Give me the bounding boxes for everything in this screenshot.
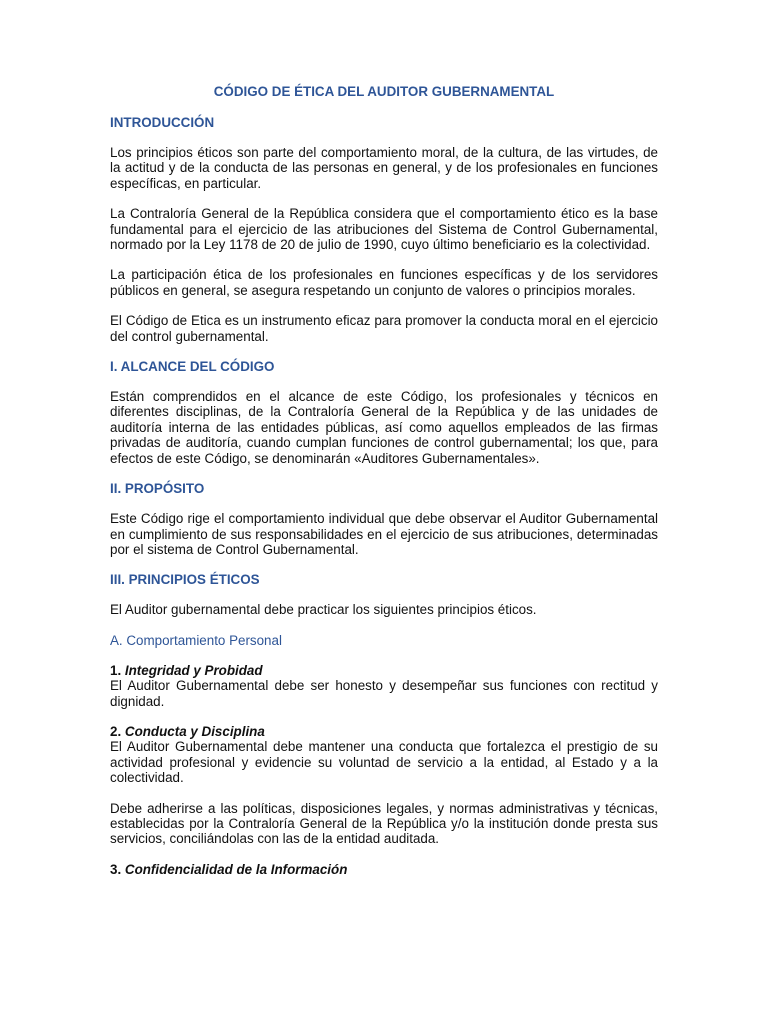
intro-paragraph-1: Los principios éticos son parte del comportamiento moral, de la cultura, de las virtudes, de la actitud y de la conducta de las personas en general, y de los profesionales en funciones específicas, en particular.	[110, 145, 658, 191]
item-number: 3.	[110, 861, 122, 877]
item-label: Integridad y Probidad	[124, 662, 263, 678]
item-title-2	[110, 724, 658, 739]
item-title-1	[110, 663, 658, 678]
intro-paragraph-3: La participación ética de los profesionales en funciones específicas y de los servidores públicos en general, se asegura respetando un conjunto de valores o principios morales.	[110, 267, 658, 298]
heading-proposito: II. PROPÓSITO	[110, 481, 205, 497]
item-2-paragraph-2: Debe adherirse a las políticas, disposiciones legales, y normas administrativas y técnicas, establecidas por la Contraloría General de la República y/o la institución donde presta sus servicios, conciliándolas con las de la entidad auditada.	[110, 800, 658, 847]
heading-principios: III. PRINCIPIOS ÉTICOS	[110, 572, 260, 588]
item-2-paragraph-1: El Auditor Gubernamental debe mantener una conducta que fortalezca el prestigio de su actividad profesional y evidencie su voluntad de servicio a la entidad, al Estado y a la colectividad.	[110, 739, 658, 786]
intro-paragraph-4: El Código de Etica es un instrumento eficaz para promover la conducta moral en el ejercicio del control gubernamental.	[110, 313, 658, 344]
subheading-comportamiento-personal: A. Comportamiento Personal	[110, 632, 282, 648]
alcance-paragraph: Están comprendidos en el alcance de este Código, los profesionales y técnicos en diferentes disciplinas, de la Contraloría General de la República y de las unidades de auditoría interna de las entidades públicas, así como aquellos empleados de las firmas privadas de auditoría, cuando cumplan funciones de control gubernamental; los que, para efectos de este Código, se denominarán «Auditores Gubernamentales».	[110, 389, 658, 466]
principios-paragraph: El Auditor gubernamental debe practicar los siguientes principios éticos.	[110, 602, 537, 618]
intro-paragraph-2: La Contraloría General de la República considera que el comportamiento ético es la base fundamental para el ejercicio de las atribuciones del Sistema de Control Gubernamental, normado por la Ley 1178 de 20 de julio de 1990, cuyo último beneficiario es la colectividad.	[110, 206, 658, 253]
item-label: Confidencialidad de la Información	[124, 861, 348, 877]
heading-alcance: I. ALCANCE DEL CÓDIGO	[110, 359, 275, 375]
item-number: 1.	[110, 662, 122, 678]
item-number: 2.	[110, 723, 122, 739]
item-1-paragraph-1: El Auditor Gubernamental debe ser honesto y desempeñar sus funciones con rectitud y dignidad.	[110, 678, 658, 709]
item-label: Conducta y Disciplina	[124, 723, 265, 739]
proposito-paragraph: Este Código rige el comportamiento individual que debe observar el Auditor Gubernamental en cumplimiento de sus responsabilidades en el ejercicio de sus atribuciones, determinadas por el sistema de Control Gubernamental.	[110, 511, 658, 557]
item-title-3	[110, 862, 658, 877]
heading-introduccion: INTRODUCCIÓN	[110, 115, 215, 130]
document-title: CÓDIGO DE ÉTICA DEL AUDITOR GUBERNAMENTAL	[213, 84, 555, 99]
